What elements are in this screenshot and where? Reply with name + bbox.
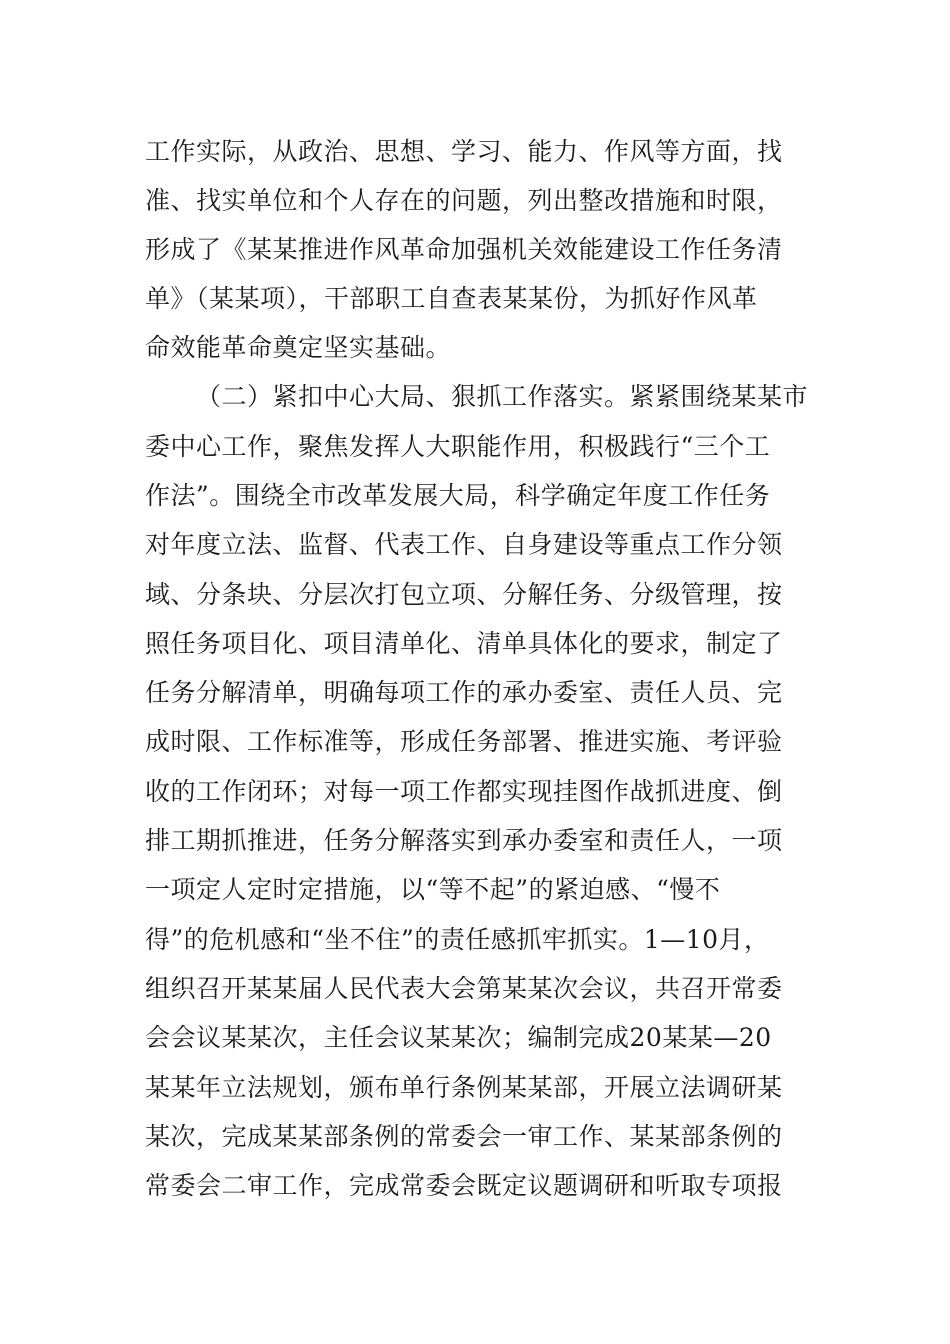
text-line-20: 某某年立法规划，颁布单行条例某某部，开展立法调研某 [145,1073,783,1102]
text-line-21: 某次，完成某某部条例的常委会一审工作、某某部条例的 [145,1122,783,1151]
text-line-15: 排工期抓推进，任务分解落实到承办委室和责任人，一项 [145,826,783,855]
text-line-3: 形成了《某某推进作风革命加强机关效能建设工作任务清 [145,235,783,264]
text-line-8: 作法”。围绕全市改革发展大局，科学确定年度工作任务 [145,481,771,510]
text-line-1: 工作实际，从政治、思想、学习、能力、作风等方面，找 [145,137,783,166]
text-line-19: 会会议某某次，主任会议某某次；编制完成20某某—20 [145,1023,772,1052]
text-line-17: 得”的危机感和“坐不住”的责任感抓牢抓实。1—10月， [145,925,770,954]
text-line-11: 照任务项目化、项目清单化、清单具体化的要求，制定了 [145,629,783,658]
text-line-10: 域、分条块、分层次打包立项、分解任务、分级管理，按 [145,580,783,609]
text-line-12: 任务分解清单，明确每项工作的承办委室、责任人员、完 [145,678,783,707]
text-line-4: 单》（某某项），干部职工自查表某某份，为抓好作风革 [145,284,758,313]
text-line-18: 组织召开某某届人民代表大会第某某次会议，共召开常委 [145,974,783,1003]
text-line-22: 常委会二审工作，完成常委会既定议题调研和听取专项报 [145,1171,783,1200]
text-line-9: 对年度立法、监督、代表工作、自身建设等重点工作分领 [145,530,783,559]
text-line-13: 成时限、工作标准等，形成任务部署、推进实施、考评验 [145,727,783,756]
text-line-7: 委中心工作，聚焦发挥人大职能作用，积极践行“三个工 [145,432,771,461]
text-line-2: 准、找实单位和个人存在的问题，列出整改措施和时限， [145,186,783,215]
text-line-16: 一项定人定时定措施，以“等不起”的紧迫感、“慢不 [145,875,721,904]
text-line-5: 命效能革命奠定坚实基础。 [145,333,452,362]
text-line-14: 收的工作闭环；对每一项工作都实现挂图作战抓进度、倒 [145,777,783,806]
text-line-6: （二）紧扣中心大局、狠抓工作落实。紧紧围绕某某市 [196,382,809,411]
